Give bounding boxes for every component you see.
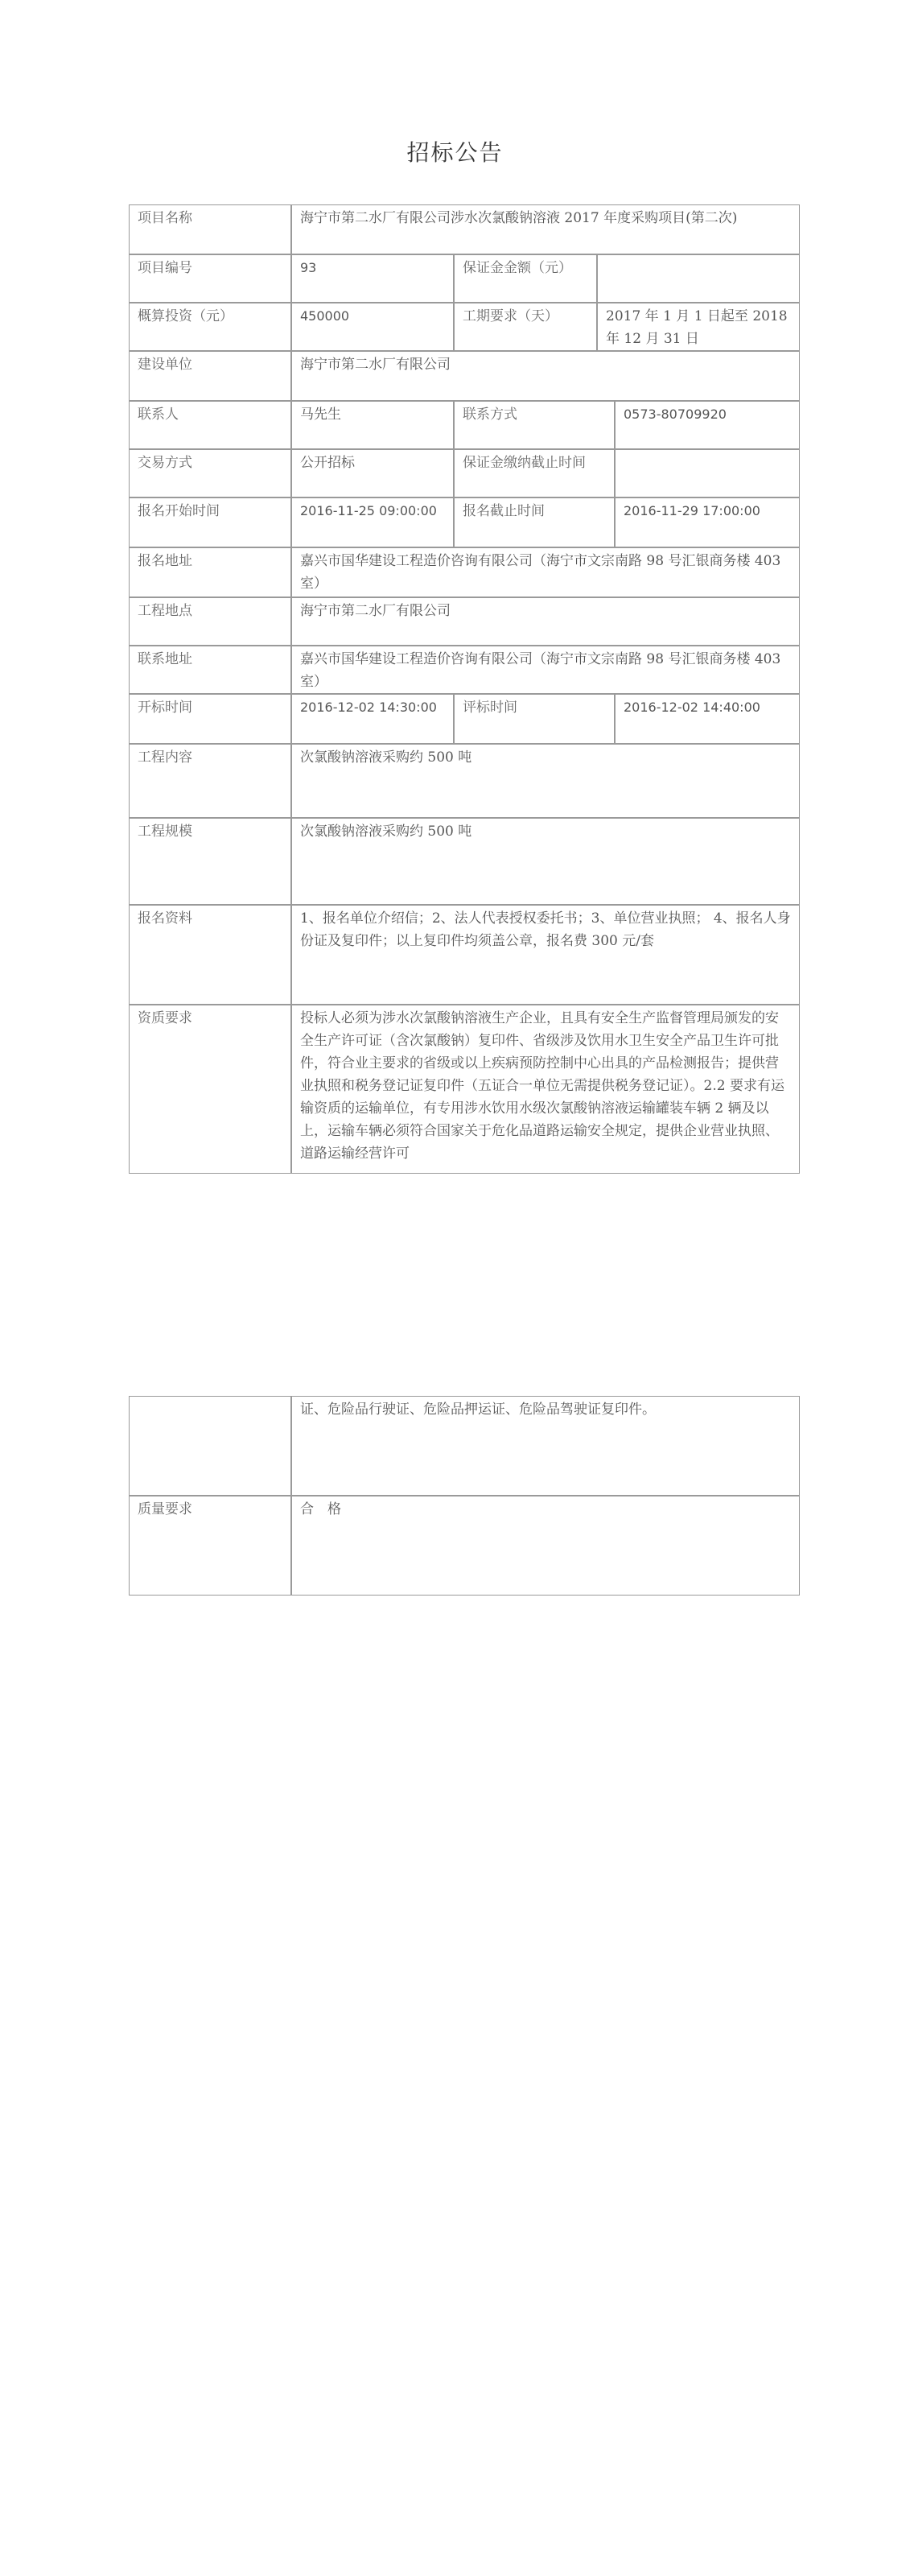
budget-label: 概算投资（元） <box>129 303 291 351</box>
scale-label: 工程规模 <box>129 818 291 905</box>
signup-start-label: 报名开始时间 <box>129 497 291 547</box>
signup-address-value: 嘉兴市国华建设工程造价咨询有限公司（海宁市文宗南路 98 号汇银商务楼 403 室） <box>291 547 800 597</box>
contact-address-label: 联系地址 <box>129 646 291 694</box>
project-name-value: 海宁市第二水厂有限公司涉水次氯酸钠溶液 2017 年度采购项目(第二次) <box>291 204 800 254</box>
row-signup-address <box>129 547 800 597</box>
deposit-value <box>597 254 800 303</box>
builder-label: 建设单位 <box>129 351 291 401</box>
row-builder <box>129 351 800 401</box>
row-bid-time <box>129 694 800 744</box>
deposit-label: 保证金金额（元） <box>454 254 597 303</box>
content-label: 工程内容 <box>129 744 291 818</box>
page-title: 招标公告 <box>406 139 504 166</box>
open-time-value: 2016-12-02 14:30:00 <box>291 694 454 744</box>
materials-value: 1、报名单位介绍信；2、法人代表授权委托书；3、单位营业执照； 4、报名人身份证及复印件；以上复印件均须盖公章，报名费 300 元/套 <box>291 905 800 1005</box>
row-contact-address <box>129 646 800 694</box>
materials-label: 报名资料 <box>129 905 291 1005</box>
contact-value: 马先生 <box>291 401 454 449</box>
row-signup-time <box>129 497 800 547</box>
row-project-no <box>129 254 800 303</box>
deposit-deadline-label: 保证金缴纳截止时间 <box>454 449 615 497</box>
site-label: 工程地点 <box>129 597 291 646</box>
qualification-continued-value: 证、危险品行驶证、危险品押运证、危险品驾驶证复印件。 <box>291 1396 800 1496</box>
row-project-name <box>129 204 800 254</box>
row-qualification-continued <box>129 1396 800 1496</box>
trade-method-label: 交易方式 <box>129 449 291 497</box>
row-budget <box>129 303 800 351</box>
signup-end-label: 报名截止时间 <box>454 497 615 547</box>
site-value: 海宁市第二水厂有限公司 <box>291 597 800 646</box>
scale-value: 次氯酸钠溶液采购约 500 吨 <box>291 818 800 905</box>
project-no-value: 93 <box>291 254 454 303</box>
contact-address-value: 嘉兴市国华建设工程造价咨询有限公司（海宁市文宗南路 98 号汇银商务楼 403 室） <box>291 646 800 694</box>
qualification-label: 资质要求 <box>129 1005 291 1174</box>
open-time-label: 开标时间 <box>129 694 291 744</box>
row-quality <box>129 1496 800 1596</box>
tender-info-table <box>129 204 800 1174</box>
row-site <box>129 597 800 646</box>
contact-method-value: 0573-80709920 <box>615 401 800 449</box>
duration-label: 工期要求（天） <box>454 303 597 351</box>
row-materials <box>129 905 800 1005</box>
project-no-label: 项目编号 <box>129 254 291 303</box>
duration-value: 2017 年 1 月 1 日起至 2018 年 12 月 31 日 <box>597 303 800 351</box>
tender-info-table-continued <box>129 1396 800 1596</box>
qualification-value: 投标人必须为涉水次氯酸钠溶液生产企业，且具有安全生产监督管理局颁发的安全生产许可证（含次氯酸钠）复印件、省级涉及饮用水卫生安全产品卫生许可批件，符合业主要求的省级或以上疾病预防控制中心出具的产品检测报告；提供营业执照和税务登记证复印件（五证合一单位无需提供税务登记证）。2.2 要求有运输资质的运输单位，有专用涉水饮用水级次氯酸钠溶液运输罐装车辆 2 辆及以上，运输车辆必须符合国家关于危化品道路运输安全规定，提供企业营业执照、道路运输经营许可 <box>291 1005 800 1174</box>
continuation-empty-label <box>129 1396 291 1496</box>
project-name-label: 项目名称 <box>129 204 291 254</box>
trade-method-value: 公开招标 <box>291 449 454 497</box>
row-qualification <box>129 1005 800 1174</box>
quality-value: 合 格 <box>291 1496 800 1596</box>
contact-label: 联系人 <box>129 401 291 449</box>
content-value: 次氯酸钠溶液采购约 500 吨 <box>291 744 800 818</box>
contact-method-label: 联系方式 <box>454 401 615 449</box>
row-scale <box>129 818 800 905</box>
deposit-deadline-value <box>615 449 800 497</box>
quality-label: 质量要求 <box>129 1496 291 1596</box>
row-trade-method <box>129 449 800 497</box>
row-content <box>129 744 800 818</box>
signup-address-label: 报名地址 <box>129 547 291 597</box>
signup-end-value: 2016-11-29 17:00:00 <box>615 497 800 547</box>
budget-value: 450000 <box>291 303 454 351</box>
eval-time-value: 2016-12-02 14:40:00 <box>615 694 800 744</box>
row-contact <box>129 401 800 449</box>
eval-time-label: 评标时间 <box>454 694 615 744</box>
builder-value: 海宁市第二水厂有限公司 <box>291 351 800 401</box>
signup-start-value: 2016-11-25 09:00:00 <box>291 497 454 547</box>
